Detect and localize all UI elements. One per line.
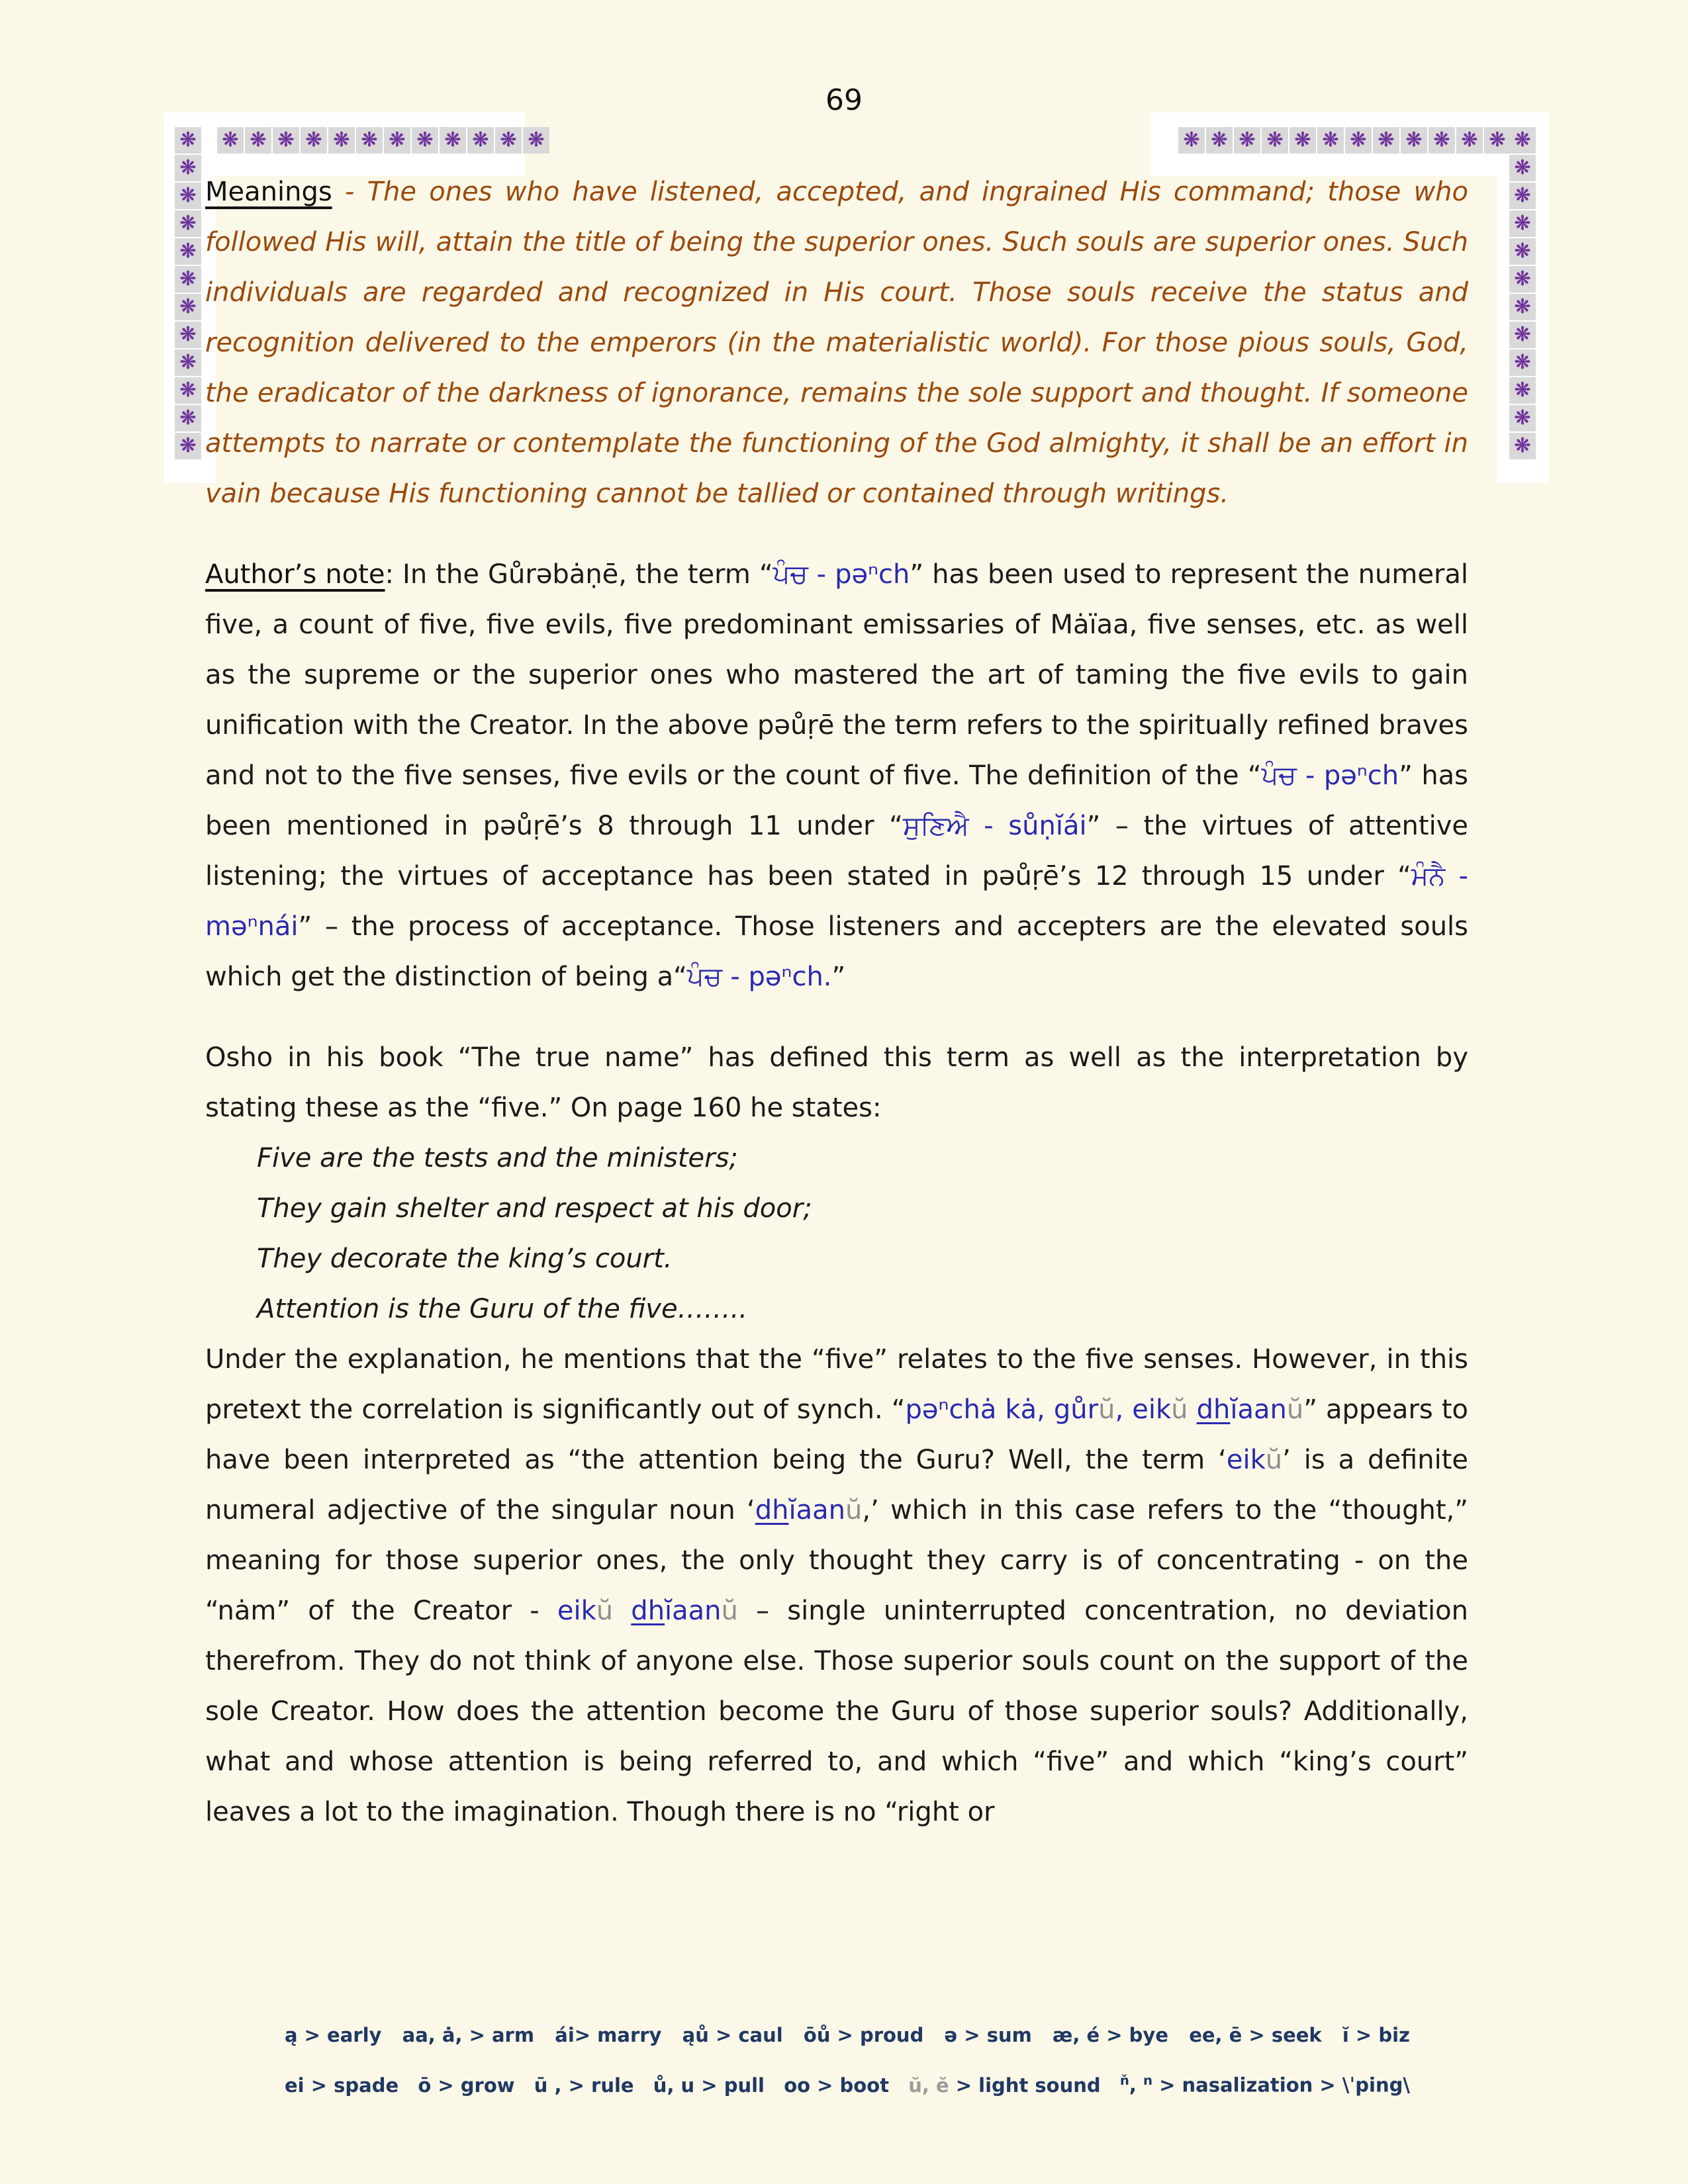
text-segment: ” has been mentioned in pəůṛē’s 8 through 11 under “	[205, 760, 1469, 841]
discussion-paragraph	[205, 1334, 1468, 1837]
text-segment: ōů > proud	[803, 2024, 924, 2046]
pronunciation-item	[1120, 2073, 1410, 2097]
text-segment: eik	[1226, 1445, 1266, 1475]
floral-border-left	[175, 127, 201, 459]
flower-ornament-icon: ❋	[175, 294, 201, 320]
text-segment: – single uninterrupted concentration, no deviation therefrom. They do not think of anyone else. Those superior souls count on the support of the sole Creator. How does the attention become the Guru of those superior souls? Additionally, what and whose attention is being referred to, and which “five” and which “king’s court” leaves a lot to the imagination. Though there is no “right or	[205, 1596, 1468, 1827]
flower-ornament-icon: ❋	[356, 127, 383, 154]
pronunciation-item	[534, 2074, 634, 2097]
pronunciation-item	[1342, 2024, 1410, 2046]
meanings-heading: Meanings	[205, 177, 332, 207]
flower-ornament-icon: ❋	[1509, 127, 1536, 154]
flower-ornament-icon: ❋	[1262, 127, 1288, 154]
text-segment: ” – the virtues of attentive listening; the virtues of acceptance has been stated in pəůṛē’s 12 through 15 under “	[205, 811, 1468, 891]
page-content	[205, 167, 1468, 1837]
flower-ornament-icon: ❋	[175, 238, 201, 265]
text-segment: , eik	[1115, 1394, 1172, 1425]
flower-ornament-icon: ❋	[175, 183, 201, 209]
flower-ornament-icon: ❋	[1484, 127, 1511, 154]
authors-note-heading: Author’s note	[205, 559, 385, 590]
text-segment: ái> marry	[555, 2024, 662, 2046]
authors-note-body	[205, 559, 1468, 992]
text-segment: pəⁿchȧ kȧ, gůr	[905, 1394, 1099, 1425]
flower-ornament-icon: ❋	[175, 127, 201, 154]
text-segment: ŭ	[1265, 1445, 1283, 1475]
text-segment: ŭ	[1098, 1394, 1115, 1425]
pronunciation-item	[285, 2074, 399, 2097]
text-segment: ,’ which in this case refers to the “thought,” meaning for those superior ones, the only thought they carry is of concentrating - on the “nȧm” of the Creator -	[205, 1495, 1469, 1626]
floral-border-right	[1509, 127, 1536, 459]
flower-ornament-icon: ❋	[175, 155, 201, 181]
text-segment: ” appears to have been interpreted as “the attention being the Guru? Well, the term ‘	[205, 1394, 1468, 1475]
flower-ornament-icon: ❋	[1509, 294, 1536, 320]
text-segment: ei > spade	[285, 2073, 399, 2097]
pronunciation-item	[1053, 2024, 1168, 2046]
flower-ornament-icon: ❋	[1509, 155, 1536, 181]
pronunciation-item	[418, 2074, 514, 2097]
text-segment: ਮੰਨੈ - məⁿnái	[205, 861, 1468, 942]
flower-ornament-icon: ❋	[1345, 127, 1372, 154]
text-segment: ĭaan	[665, 1596, 722, 1626]
text-segment	[1188, 1394, 1197, 1425]
flower-ornament-icon: ❋	[384, 127, 410, 154]
page-number: 69	[825, 83, 863, 117]
text-segment: ů, u > pull	[653, 2073, 765, 2097]
text-segment: ə > sum	[944, 2024, 1032, 2046]
osho-quote-line: Five are the tests and the ministers;	[257, 1143, 738, 1173]
flower-ornament-icon: ❋	[245, 127, 271, 154]
flower-ornament-icon: ❋	[175, 377, 201, 404]
text-segment: aa, ȧ, > arm	[402, 2024, 535, 2046]
flower-ornament-icon: ❋	[1178, 127, 1205, 154]
flower-ornament-icon: ❋	[1401, 127, 1427, 154]
text-segment: ਪੰਚ - pəⁿch.	[686, 962, 832, 992]
pronunciation-row-2	[285, 2073, 1410, 2097]
flower-ornament-icon: ❋	[1373, 127, 1399, 154]
flower-ornament-icon: ❋	[1456, 127, 1483, 154]
text-segment: ąů > caul	[682, 2024, 783, 2046]
flower-ornament-icon: ❋	[1206, 127, 1233, 154]
osho-quote-block	[257, 1133, 1468, 1334]
flower-ornament-icon: ❋	[217, 127, 244, 154]
flower-ornament-icon: ❋	[273, 127, 299, 154]
text-segment: dh	[755, 1495, 789, 1525]
flower-ornament-icon: ❋	[1509, 405, 1536, 432]
osho-intro-paragraph: Osho in his book “The true name” has defined this term as well as the interpretation by stating these as the “five.” On page 160 he states:	[205, 1042, 1468, 1123]
pronunciation-item	[285, 2024, 381, 2046]
flower-ornament-icon: ❋	[175, 210, 201, 237]
text-segment: : In the Gůrəbȧṇē, the term “	[385, 559, 773, 590]
flower-ornament-icon: ❋	[175, 322, 201, 348]
floral-border-top-left	[217, 127, 549, 154]
osho-quote-line: They gain shelter and respect at his door;	[257, 1193, 812, 1224]
meanings-paragraph	[205, 167, 1468, 519]
meanings-body: The ones who have listened, accepted, and ingrained His command; those who followed His will, attain the title of being the superior ones. Such souls are superior ones. Such individuals are regarded and recognized in His court. Those souls receive the status and recognition delivered to the emperors (in the materialistic world). For those pious souls, God, the eradicator of the darkness of ignorance, remains the sole support and thought. If someone attempts to narrate or contemplate the functioning of the God almighty, it shall be an effort in vain because His functioning cannot be tallied or contained through writings.	[205, 177, 1468, 509]
flower-ornament-icon: ❋	[1429, 127, 1455, 154]
text-segment: ਪੰਚ - pəⁿch	[773, 559, 910, 590]
text-segment: ĭ > biz	[1342, 2024, 1410, 2046]
text-segment: ee, ē > seek	[1189, 2024, 1322, 2046]
text-segment	[613, 1596, 631, 1626]
flower-ornament-icon: ❋	[175, 433, 201, 459]
text-segment: dh	[1196, 1394, 1231, 1425]
text-segment: > light sound	[955, 2073, 1101, 2097]
flower-ornament-icon: ❋	[175, 405, 201, 432]
pronunciation-item	[1189, 2024, 1322, 2046]
flower-ornament-icon: ❋	[1317, 127, 1344, 154]
text-segment: ŭ, ĕ	[908, 2073, 956, 2097]
flower-ornament-icon: ❋	[523, 127, 549, 154]
text-segment: æ, é > bye	[1053, 2024, 1169, 2046]
pronunciation-item	[945, 2024, 1032, 2046]
text-segment: ň	[1119, 2073, 1129, 2088]
pronunciation-item	[555, 2024, 661, 2046]
text-segment: oo > boot	[784, 2073, 890, 2097]
text-segment: ŭ	[721, 1596, 738, 1626]
flower-ornament-icon: ❋	[1509, 433, 1536, 459]
pronunciation-item	[682, 2024, 783, 2046]
text-segment: > nasalization > \ˈping\	[1152, 2073, 1410, 2097]
flower-ornament-icon: ❋	[495, 127, 522, 154]
flower-ornament-icon: ❋	[1509, 210, 1536, 237]
text-segment: ŭ	[596, 1596, 614, 1626]
text-segment: ŭ	[1286, 1394, 1304, 1425]
text-segment: ’ is a definite numeral adjective of the singular noun ‘	[205, 1445, 1469, 1525]
text-segment: ” has been used to represent the numeral five, a count of five, five evils, five predominant emissaries of Mȧïaa, five senses, etc. as well as the supreme or the superior ones who mastered the art of taming the five evils to gain unification with the Creator. In the above pəůṛē the term refers to the spiritually refined braves and not to the five senses, five evils or the count of five. The definition of the “	[205, 559, 1469, 791]
floral-border-top-right	[1178, 127, 1511, 154]
flower-ornament-icon: ❋	[175, 349, 201, 376]
flower-ornament-icon: ❋	[440, 127, 466, 154]
text-segment: eik	[557, 1596, 596, 1626]
text-segment: ĭaan	[788, 1495, 846, 1525]
flower-ornament-icon: ❋	[1234, 127, 1260, 154]
pronunciation-item	[784, 2074, 889, 2097]
flower-ornament-icon: ❋	[467, 127, 494, 154]
flower-ornament-icon: ❋	[1509, 349, 1536, 376]
pronunciation-row-1	[285, 2024, 1410, 2046]
osho-quote-line: Attention is the Guru of the five……..	[257, 1294, 748, 1324]
flower-ornament-icon: ❋	[1509, 183, 1536, 209]
flower-ornament-icon: ❋	[1509, 238, 1536, 265]
text-segment: ū , > rule	[534, 2073, 634, 2097]
text-segment: ŭ	[845, 1495, 863, 1525]
flower-ornament-icon: ❋	[1289, 127, 1316, 154]
text-segment: ” – the process of acceptance. Those listeners and accepters are the elevated souls which get the distinction of being a“	[205, 911, 1468, 992]
text-segment: Under the explanation, he mentions that the “five” relates to the five senses. However, in this pretext the correlation is significantly out of synch. “	[205, 1344, 1468, 1425]
text-segment: dh	[631, 1596, 665, 1626]
meanings-dash: -	[332, 177, 367, 207]
text-segment: ŭ	[1171, 1394, 1188, 1425]
osho-quote-line: They decorate the king’s court.	[257, 1244, 673, 1274]
pronunciation-item	[402, 2024, 534, 2046]
flower-ornament-icon: ❋	[175, 266, 201, 293]
text-segment: ĭaan	[1230, 1394, 1287, 1425]
text-segment: ą > early	[285, 2024, 382, 2046]
pronunciation-item	[653, 2074, 765, 2097]
text-segment: ਸੁਣਿਐ - sůṇĭái	[902, 811, 1087, 841]
text-segment: ”	[831, 962, 846, 992]
flower-ornament-icon: ❋	[412, 127, 438, 154]
text-segment: ਪੰਚ - pəⁿch	[1261, 760, 1399, 791]
text-segment: ,	[1129, 2073, 1144, 2097]
flower-ornament-icon: ❋	[301, 127, 327, 154]
authors-note-paragraph	[205, 549, 1468, 1002]
flower-ornament-icon: ❋	[1509, 377, 1536, 404]
flower-ornament-icon: ❋	[328, 127, 355, 154]
flower-ornament-icon: ❋	[1509, 322, 1536, 348]
text-segment: ō > grow	[418, 2073, 515, 2097]
pronunciation-item	[804, 2024, 923, 2046]
text-segment: n	[1143, 2073, 1153, 2088]
pronunciation-item	[908, 2074, 1100, 2097]
flower-ornament-icon: ❋	[1509, 266, 1536, 293]
pronunciation-guide	[285, 2024, 1410, 2097]
